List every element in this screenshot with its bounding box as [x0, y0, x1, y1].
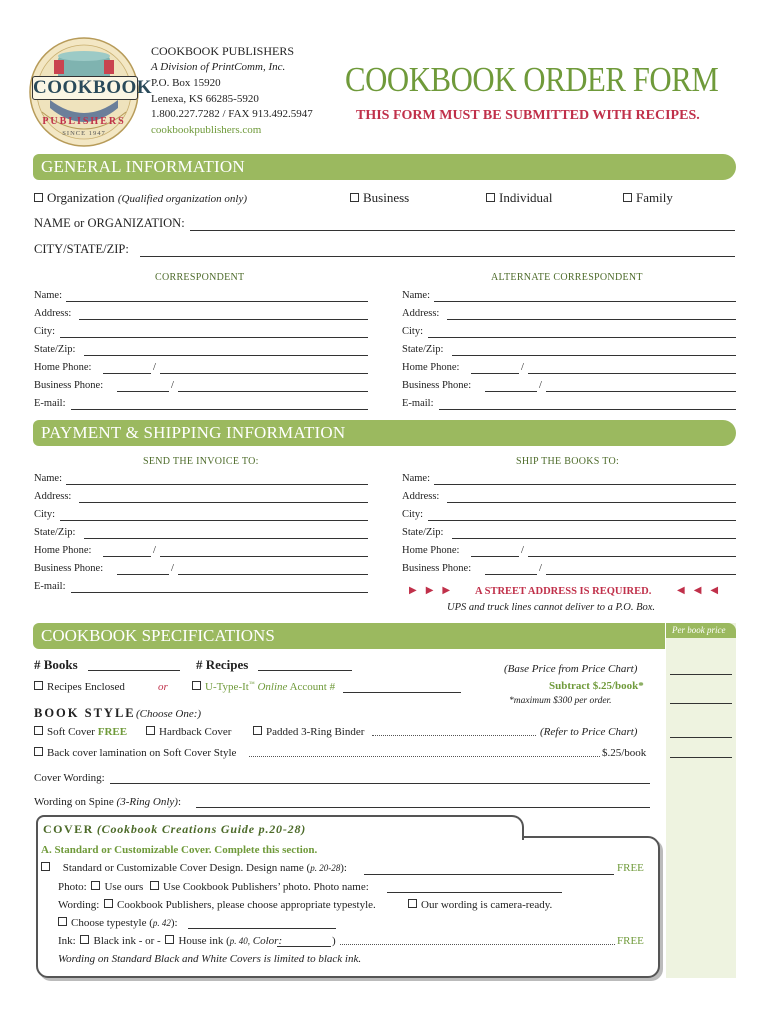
corr-name-field[interactable]	[66, 301, 368, 302]
soft-cover-checkbox[interactable]	[34, 726, 43, 735]
ink-close-paren: )	[332, 935, 336, 947]
inv-business-phone-slash: /	[171, 563, 174, 574]
ship-home-phone-area[interactable]	[471, 556, 519, 557]
corr-state-field[interactable]	[84, 355, 368, 356]
standard-free: FREE	[617, 862, 644, 874]
ring-binder-option[interactable]: Padded 3-Ring Binder	[253, 726, 364, 738]
alt-city-field[interactable]	[428, 337, 736, 338]
alt-business-phone-slash: /	[539, 380, 542, 391]
ship-city-field[interactable]	[428, 520, 736, 521]
inv-city-label: City:	[34, 509, 56, 520]
lamination-leader	[249, 756, 600, 757]
per-book-column	[666, 623, 736, 978]
cover-wording-field[interactable]	[110, 783, 650, 784]
alt-address-field[interactable]	[447, 319, 736, 320]
corr-city-field[interactable]	[60, 337, 368, 338]
form-subtitle: THIS FORM MUST BE SUBMITTED WITH RECIPES.	[356, 108, 700, 123]
cp-typestyle-checkbox[interactable]	[104, 899, 113, 908]
lamination-option[interactable]: Back cover lamination on Soft Cover Style	[34, 747, 236, 759]
ship-business-phone-slash: /	[539, 563, 542, 574]
city-state-zip-field[interactable]	[140, 256, 735, 257]
corr-address-field[interactable]	[79, 319, 368, 320]
inv-city-field[interactable]	[60, 520, 368, 521]
name-organization-label: NAME or ORGANIZATION:	[34, 216, 185, 230]
ups-note: UPS and truck lines cannot deliver to a P.O. Box.	[447, 602, 656, 613]
use-ours-checkbox[interactable]	[91, 881, 100, 890]
base-price-field[interactable]	[670, 674, 732, 675]
subtract-label: Subtract $.25/book*	[549, 680, 644, 692]
camera-ready-option[interactable]: Our wording is camera-ready.	[408, 899, 552, 911]
wording-row: Wording: Cookbook Publishers, please choose appropriate typestyle.	[58, 899, 376, 911]
publisher-po-box: P.O. Box 15920	[151, 77, 221, 89]
inv-email-label: E-mail:	[34, 581, 66, 592]
alt-name-field[interactable]	[434, 301, 736, 302]
book-style-heading: BOOK STYLE	[34, 706, 136, 720]
inv-home-phone-slash: /	[153, 545, 156, 556]
ship-business-phone-area[interactable]	[485, 574, 537, 575]
inv-address-label: Address:	[34, 491, 72, 502]
alt-address-label: Address:	[402, 308, 440, 319]
alt-business-phone-label: Business Phone:	[402, 380, 472, 391]
hardback-option[interactable]: Hardback Cover	[146, 726, 231, 738]
logo-banner	[32, 76, 153, 100]
payment-shipping-bar	[33, 420, 736, 446]
per-book-label: Per book price	[672, 625, 726, 635]
hardback-checkbox[interactable]	[146, 726, 155, 735]
use-cp-photo-checkbox[interactable]	[150, 881, 159, 890]
logo	[28, 36, 153, 148]
ship-name-label: Name:	[402, 473, 430, 484]
alt-home-phone-slash: /	[521, 362, 524, 373]
corr-home-phone-field[interactable]	[160, 373, 368, 374]
choose-typestyle-option[interactable]: Choose typestyle (p. 42):	[58, 917, 178, 929]
specs-bar	[33, 623, 665, 649]
option-business[interactable]: Business	[350, 190, 409, 206]
publisher-division: A Division of PrintComm, Inc.	[151, 61, 286, 73]
ship-home-phone-field[interactable]	[528, 556, 736, 557]
inv-name-field[interactable]	[66, 484, 368, 485]
cover-heading: COVER (Cookbook Creations Guide p.20-28)	[43, 822, 307, 836]
ship-home-phone-slash: /	[521, 545, 524, 556]
utype-option[interactable]: U-Type-It™ Online Account #	[192, 681, 335, 693]
lamination-checkbox[interactable]	[34, 747, 43, 756]
street-arrows-left: ▶▶▶	[409, 585, 460, 596]
inv-name-label: Name:	[34, 473, 62, 484]
corr-name-label: Name:	[34, 290, 62, 301]
ship-state-field[interactable]	[452, 538, 736, 539]
recipes-enclosed-checkbox[interactable]	[34, 681, 43, 690]
corr-home-phone-slash: /	[153, 362, 156, 373]
lamination-price: $.25/book	[602, 747, 647, 759]
alt-state-field[interactable]	[452, 355, 736, 356]
alt-email-field[interactable]	[439, 409, 736, 410]
logo-top-text: COOKBOOK	[33, 77, 153, 98]
alt-name-label: Name:	[402, 290, 430, 301]
account-number-field[interactable]	[343, 692, 461, 693]
corr-city-label: City:	[34, 326, 56, 337]
corr-state-label: State/Zip:	[34, 344, 76, 355]
inv-state-label: State/Zip:	[34, 527, 76, 538]
inv-business-phone-label: Business Phone:	[34, 563, 104, 574]
ship-address-field[interactable]	[447, 502, 736, 503]
alt-home-phone-area[interactable]	[471, 373, 519, 374]
subtract-field[interactable]	[670, 703, 732, 704]
form-title: COOKBOOK ORDER FORM	[345, 60, 719, 99]
publisher-website[interactable]: cookbookpublishers.com	[151, 124, 262, 136]
ring-binder-leader	[372, 735, 536, 736]
ink-free: FREE	[617, 935, 644, 947]
soft-cover-option[interactable]: Soft Cover FREE	[34, 726, 127, 738]
house-ink-checkbox[interactable]	[165, 935, 174, 944]
publisher-name: COOKBOOK PUBLISHERS	[151, 44, 295, 58]
alternate-correspondent-heading: ALTERNATE CORRESPONDENT	[491, 272, 643, 283]
specs-heading: COOKBOOK SPECIFICATIONS	[41, 626, 275, 645]
alt-state-label: State/Zip:	[402, 344, 444, 355]
books-field[interactable]	[88, 670, 180, 671]
alt-home-phone-field[interactable]	[528, 373, 736, 374]
option-family[interactable]: Family	[623, 190, 673, 206]
general-info-heading: GENERAL INFORMATION	[41, 157, 245, 176]
photo-row: Photo: Use ours Use Cookbook Publishers’ photo. Photo name:	[58, 881, 369, 893]
ship-state-label: State/Zip:	[402, 527, 444, 538]
alt-city-label: City:	[402, 326, 424, 337]
option-individual[interactable]: Individual	[486, 190, 552, 206]
inv-business-phone-field[interactable]	[178, 574, 368, 575]
alt-business-phone-field[interactable]	[546, 391, 736, 392]
choose-typestyle-checkbox[interactable]	[58, 917, 67, 926]
ship-business-phone-field[interactable]	[546, 574, 736, 575]
standard-cover-option[interactable]: Standard or Customizable Cover Design. Design name (p. 20-28):	[41, 862, 347, 874]
publisher-city: Lenexa, KS 66285-5920	[151, 93, 259, 105]
alt-home-phone-label: Home Phone:	[402, 362, 460, 373]
cover-line-a: A. Standard or Customizable Cover. Complete this section.	[41, 844, 318, 856]
logo-bottom-text: PUBLISHERS	[42, 116, 126, 127]
spine-wording-field[interactable]	[196, 807, 650, 808]
organization-checkbox[interactable]	[34, 193, 43, 202]
corr-business-phone-label: Business Phone:	[34, 380, 104, 391]
business-checkbox[interactable]	[350, 193, 359, 202]
inv-home-phone-area[interactable]	[103, 556, 151, 557]
cover-wording-label: Cover Wording:	[34, 772, 105, 784]
ship-address-label: Address:	[402, 491, 440, 502]
corr-business-phone-slash: /	[171, 380, 174, 391]
street-arrows-right: ◀◀◀	[677, 585, 728, 596]
ship-name-field[interactable]	[434, 484, 736, 485]
refer-price-chart: (Refer to Price Chart)	[540, 726, 638, 738]
name-organization-field[interactable]	[190, 230, 735, 231]
corr-business-phone-field[interactable]	[178, 391, 368, 392]
payment-shipping-heading: PAYMENT & SHIPPING INFORMATION	[41, 423, 346, 442]
ink-row: Ink: Black ink - or - House ink (p. 40, Color:	[58, 935, 283, 947]
ring-binder-checkbox[interactable]	[253, 726, 262, 735]
recipes-field[interactable]	[258, 670, 352, 671]
inv-home-phone-label: Home Phone:	[34, 545, 92, 556]
general-info-bar	[33, 154, 736, 180]
utype-checkbox[interactable]	[192, 681, 201, 690]
ship-heading: SHIP THE BOOKS TO:	[516, 456, 620, 467]
book-style-field[interactable]	[670, 737, 732, 738]
camera-ready-checkbox[interactable]	[408, 899, 417, 908]
logo-since: SINCE 1947	[62, 130, 106, 137]
street-required-notice: A STREET ADDRESS IS REQUIRED.	[475, 586, 652, 597]
invoice-heading: SEND THE INVOICE TO:	[143, 456, 259, 467]
ship-home-phone-label: Home Phone:	[402, 545, 460, 556]
ink-limit-note: Wording on Standard Black and White Covers is limited to black ink.	[58, 953, 362, 965]
ship-city-label: City:	[402, 509, 424, 520]
corr-home-phone-area[interactable]	[103, 373, 151, 374]
photo-name-field[interactable]	[387, 892, 562, 893]
inv-address-field[interactable]	[79, 502, 368, 503]
corr-home-phone-label: Home Phone:	[34, 362, 92, 373]
standard-cover-checkbox[interactable]	[41, 862, 50, 871]
recipes-enclosed-option[interactable]: Recipes Enclosed	[34, 681, 125, 693]
inv-business-phone-area[interactable]	[117, 574, 169, 575]
recipes-label: # Recipes	[196, 657, 249, 672]
design-name-field[interactable]	[364, 874, 614, 875]
corr-business-phone-area[interactable]	[117, 391, 169, 392]
ink-leader	[340, 944, 615, 945]
choose-one-note: (Choose One:)	[136, 708, 202, 720]
city-state-zip-label: CITY/STATE/ZIP:	[34, 242, 129, 256]
typestyle-field[interactable]	[188, 928, 336, 929]
corr-email-label: E-mail:	[34, 398, 66, 409]
option-organization[interactable]: Organization (Qualified organization only)	[34, 190, 247, 206]
or-label: or	[158, 681, 168, 693]
inv-state-field[interactable]	[84, 538, 368, 539]
max-note: *maximum $300 per order.	[509, 696, 612, 706]
corr-email-field[interactable]	[71, 409, 368, 410]
alt-business-phone-area[interactable]	[485, 391, 537, 392]
lamination-field[interactable]	[670, 757, 732, 758]
correspondent-heading: CORRESPONDENT	[155, 272, 245, 283]
books-label: # Books	[34, 657, 78, 672]
publisher-phone: 1.800.227.7282 / FAX 913.492.5947	[151, 108, 313, 120]
ink-color-field[interactable]	[277, 946, 331, 947]
inv-email-field[interactable]	[71, 592, 368, 593]
corr-address-label: Address:	[34, 308, 72, 319]
black-ink-checkbox[interactable]	[80, 935, 89, 944]
family-checkbox[interactable]	[623, 193, 632, 202]
spine-wording-row: Wording on Spine (3-Ring Only):	[34, 796, 181, 808]
inv-home-phone-field[interactable]	[160, 556, 368, 557]
ship-business-phone-label: Business Phone:	[402, 563, 472, 574]
base-price-label: (Base Price from Price Chart)	[504, 663, 638, 675]
alt-email-label: E-mail:	[402, 398, 434, 409]
individual-checkbox[interactable]	[486, 193, 495, 202]
